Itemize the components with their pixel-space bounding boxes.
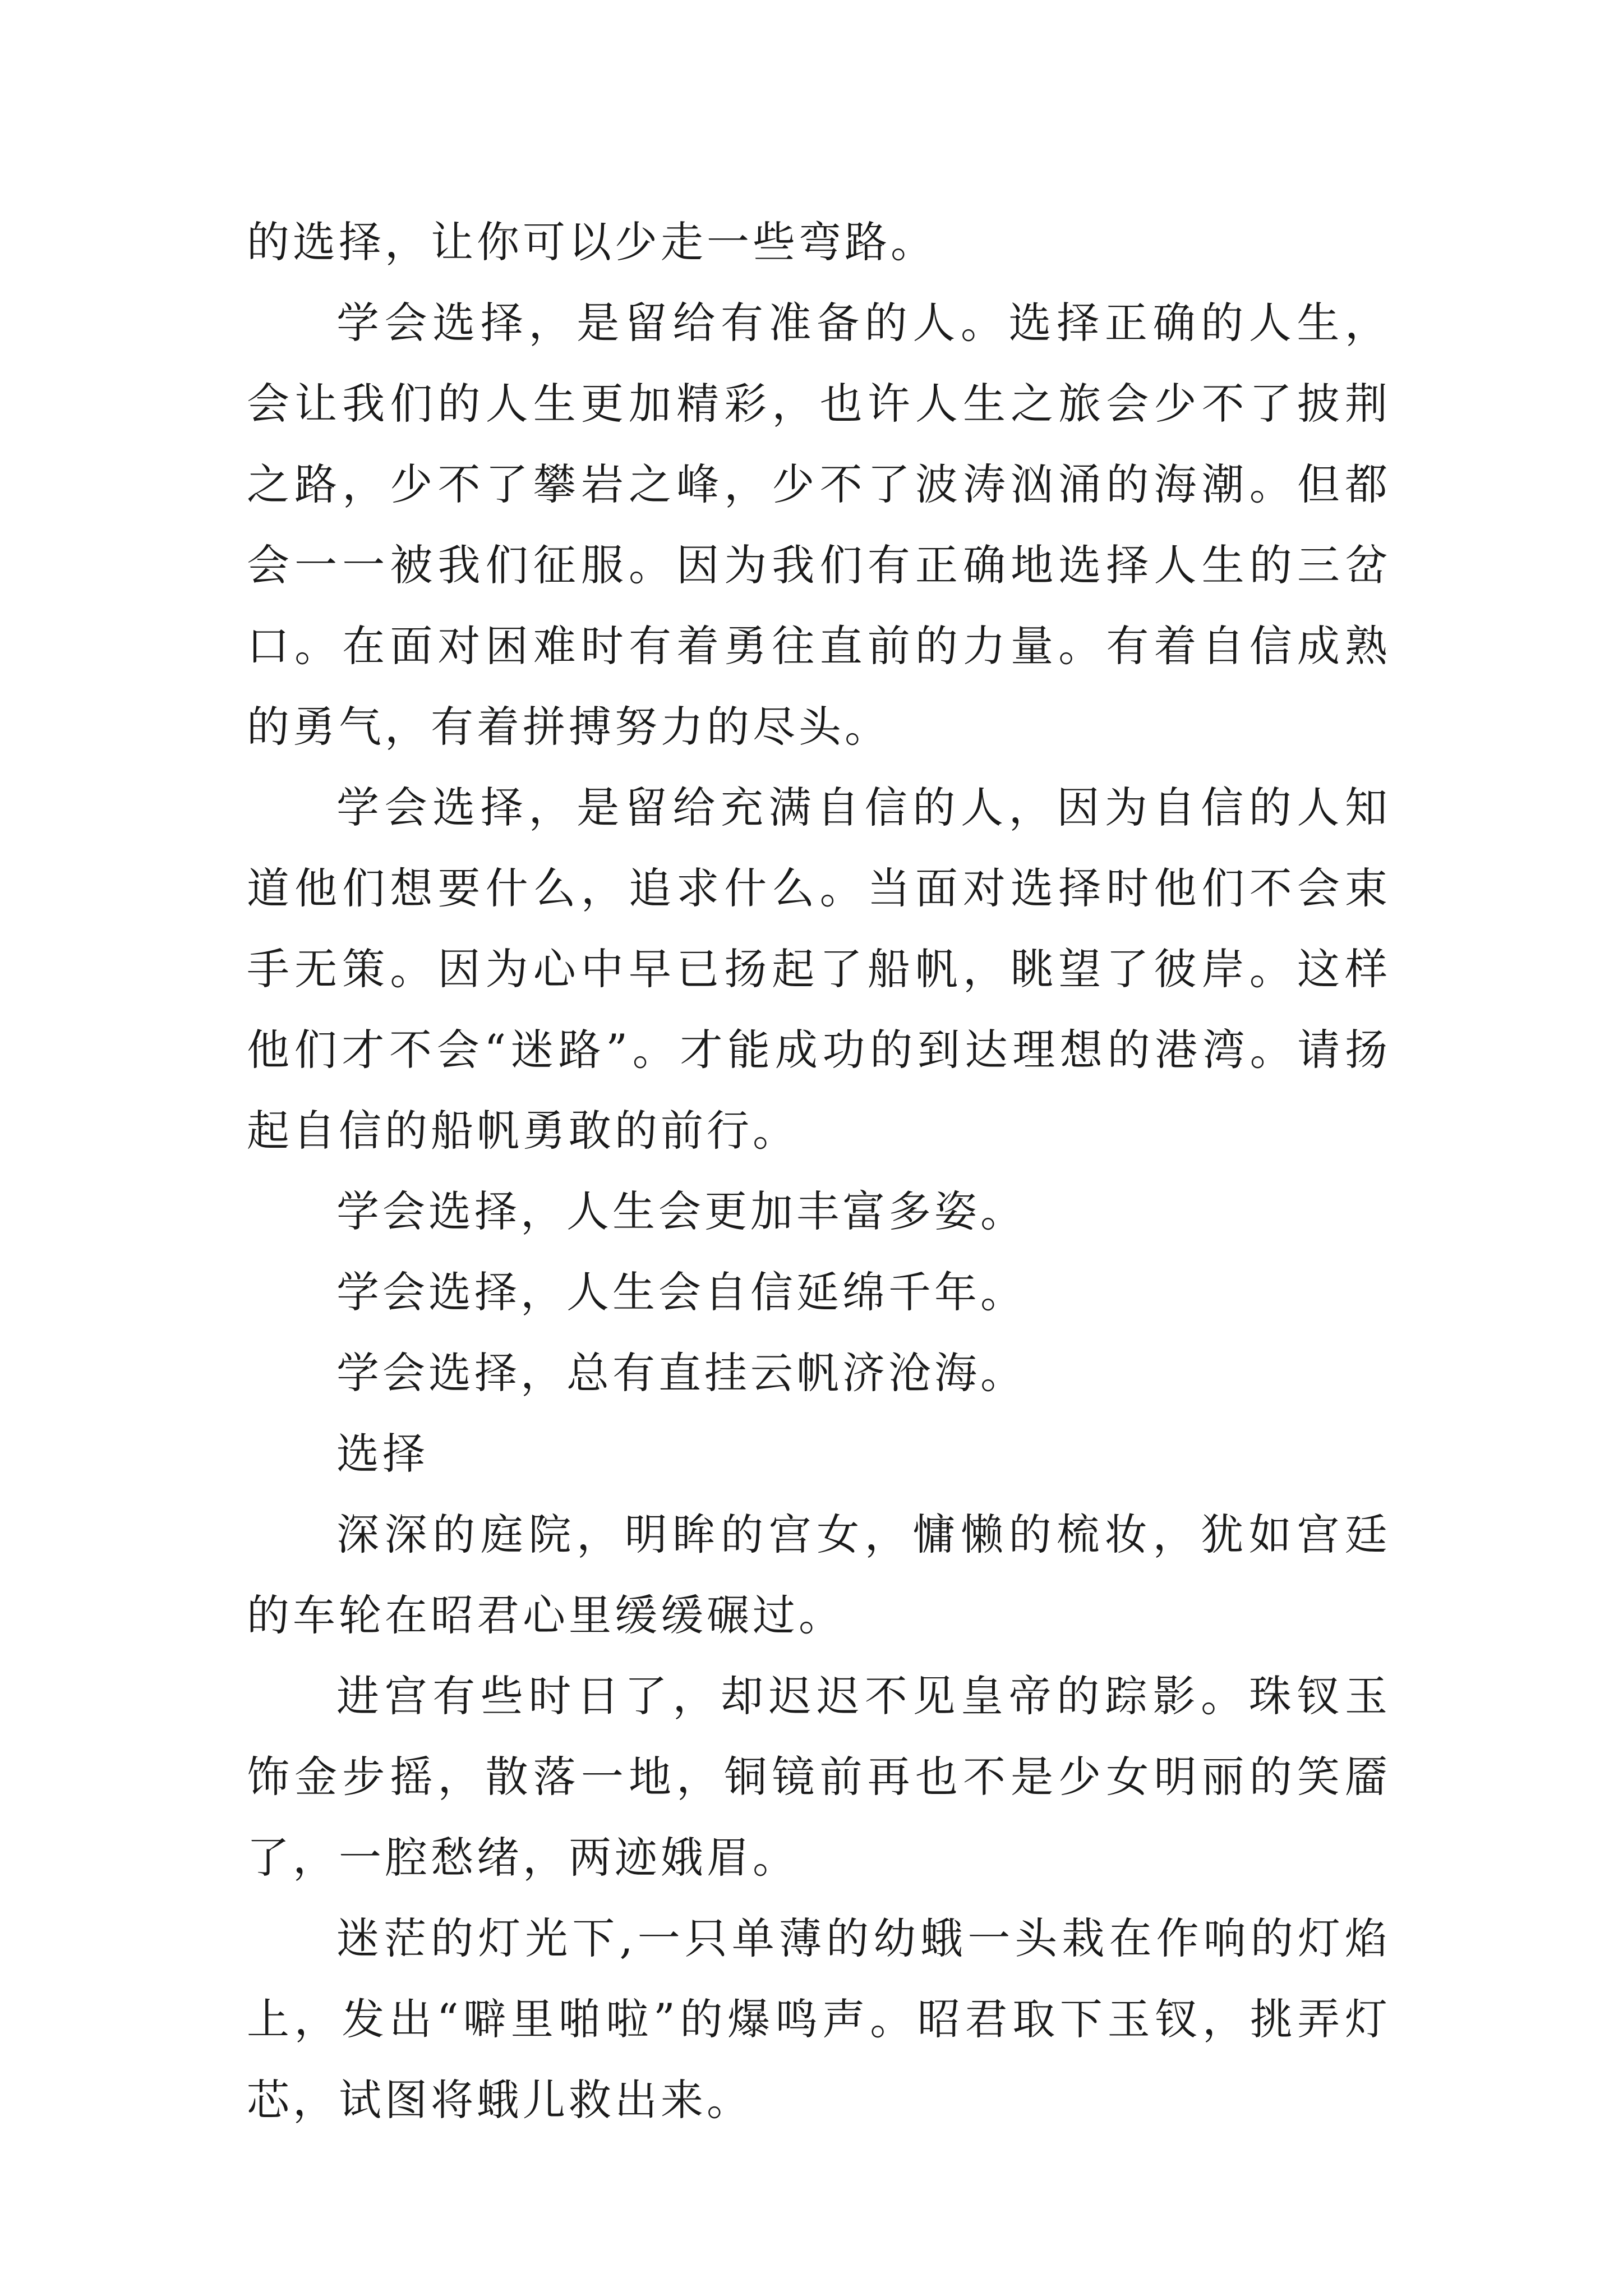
- section-heading: 选择: [336, 1429, 428, 1479]
- paragraph-7: 深深的庭院，明眸的宫女，慵懒的梳妆，犹如宫廷的车轮在昭君心里缓缓碾过。: [247, 1510, 1391, 1640]
- paragraph-8: 进宫有些时日了，却迟迟不见皇帝的踪影。珠钗玉饰金步摇，散落一地，铜镜前再也不是少女明丽的笑靥了，一腔愁绪，两迹娥眉。: [247, 1671, 1391, 1883]
- paragraph-3: 学会选择，是留给充满自信的人，因为自信的人知道他们想要什么，追求什么。当面对选择时他们不会束手无策。因为心中早已扬起了船帆，眺望了彼岸。这样他们才不会“迷路”。才能成功的到达理想的港湾。请扬起自信的船帆勇敢的前行。: [247, 783, 1391, 1156]
- paragraph-4: 学会选择，人生会更加丰富多姿。: [336, 1186, 1026, 1236]
- paragraph-2: 学会选择，是留给有准备的人。选择正确的人生，会让我们的人生更加精彩，也许人生之旅会少不了披荆之路，少不了攀岩之峰，少不了波涛汹涌的海潮。但都会一一被我们征服。因为我们有正确地选择人生的三岔口。在面对困难时有着勇往直前的力量。有着自信成熟的勇气，有着拼搏努力的尽头。: [247, 298, 1391, 752]
- paragraph-9: 迷茫的灯光下,一只单薄的幼蛾一头栽在作响的灯焰上，发出“噼里啪啦”的爆鸣声。昭君取下玉钗，挑弄灯芯，试图将蛾儿救出来。: [247, 1913, 1391, 2125]
- paragraph-6: 学会选择，总有直挂云帆济沧海。: [336, 1348, 1026, 1398]
- paragraph-1: 的选择，让你可以少走一些弯路。: [247, 217, 937, 267]
- document-body: [247, 202, 1391, 2141]
- paragraph-5: 学会选择，人生会自信延绵千年。: [336, 1267, 1026, 1317]
